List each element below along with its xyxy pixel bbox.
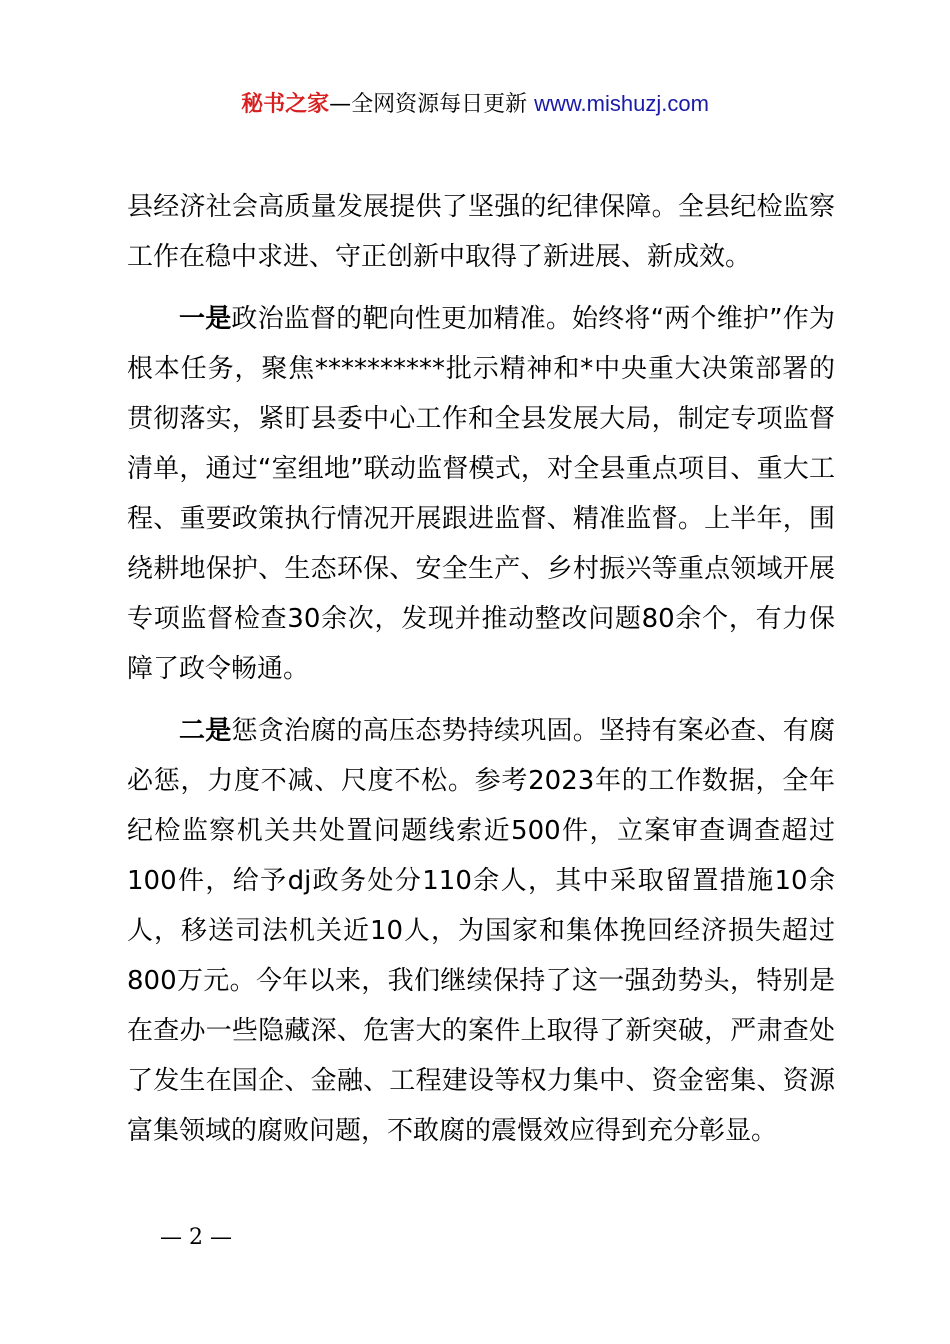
- paragraph-anti-corruption: [127, 706, 835, 1156]
- paragraph-text: 县经济社会高质量发展提供了坚强的纪律保障。全县纪检监察工作在稳中求进、守正创新中取得了新进展、新成效。: [127, 192, 835, 272]
- header-tagline: —全网资源每日更新: [329, 92, 535, 117]
- brand-name: 秘书之家: [241, 92, 330, 117]
- paragraph-text: 政治监督的靶向性更加精准。始终将“两个维护”作为根本任务，聚焦**********批示精神和*中央重大决策部署的贯彻落实，紧盯县委中心工作和全县发展大局，制定专项监督清单，通过“室组地”联动监督模式，对全县重点项目、重大工程、重要政策执行情况开展跟进监督、精准监督。上半年，围绕耕地保护、生态环保、安全生产、乡村振兴等重点领域开展专项监督检查30余次，发现并推动整改问题80余个，有力保障了政令畅通。: [127, 304, 835, 684]
- paragraph-lead: 一是: [179, 304, 232, 334]
- paragraph-continuation: [127, 182, 835, 282]
- paragraph-lead: 二是: [179, 716, 232, 746]
- page-number: — 2 —: [160, 1225, 232, 1250]
- site-header: [0, 88, 950, 121]
- paragraph-text: 惩贪治腐的高压态势持续巩固。坚持有案必查、有腐必惩，力度不减、尺度不松。参考2023年的工作数据，全年纪检监察机关共处置问题线索近500件，立案审查调查超过100件，给予dj政务处分110余人，其中采取留置措施10余人，移送司法机关近10人，为国家和集体挽回经济损失超过800万元。今年以来，我们继续保持了这一强劲势头，特别是在查办一些隐藏深、危害大的案件上取得了新突破，严肃查处了发生在国企、金融、工程建设等权力集中、资金密集、资源富集领域的腐败问题，不敢腐的震慑效应得到充分彰显。: [127, 716, 835, 1146]
- paragraph-political-supervision: [127, 294, 835, 694]
- site-url-link[interactable]: www.mishuzj.com: [534, 91, 709, 116]
- document-body: [127, 182, 835, 1168]
